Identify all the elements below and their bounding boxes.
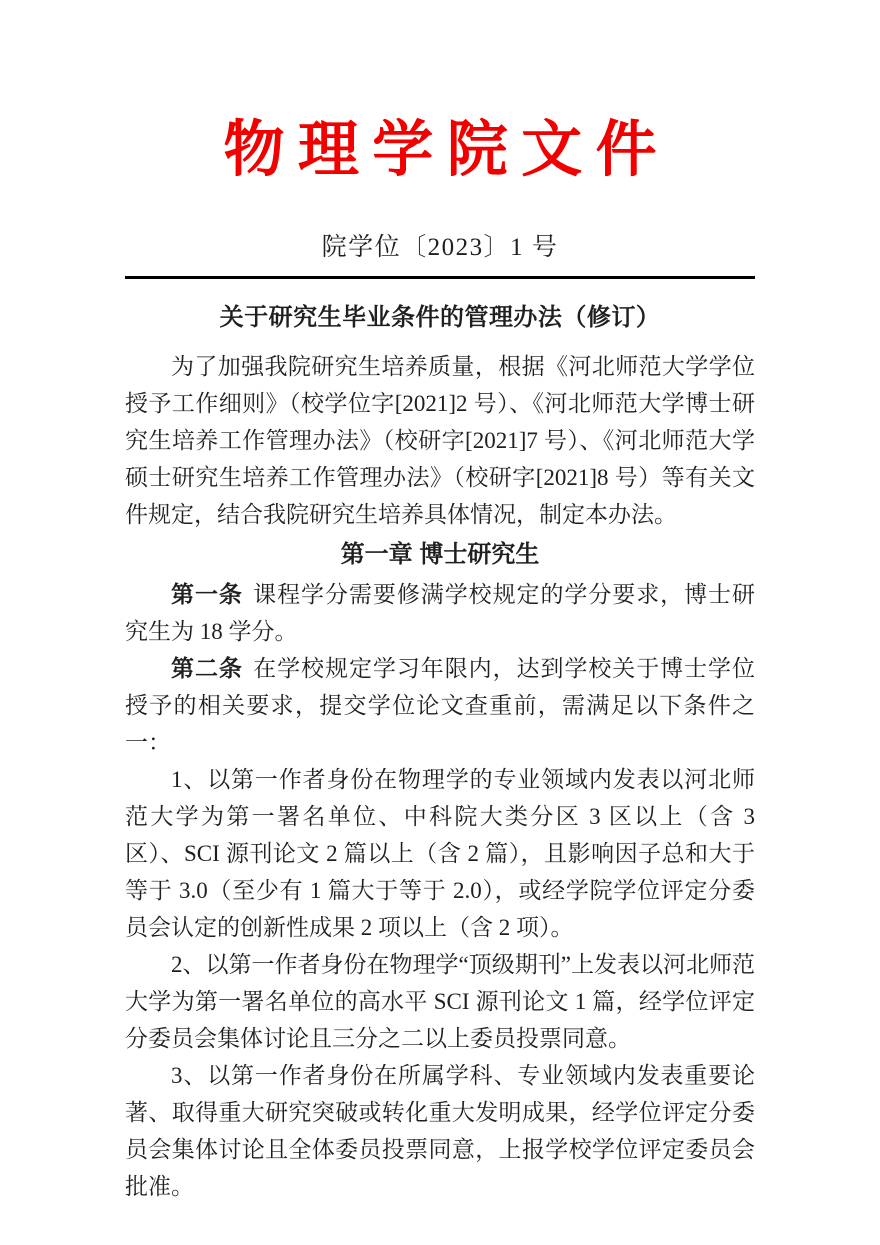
article-1-label: 第一条: [171, 581, 243, 608]
article-1-paragraph: [125, 576, 755, 650]
article-2-label: 第二条: [171, 655, 243, 682]
document-body: [125, 348, 755, 1205]
intro-paragraph: 为了加强我院研究生培养质量，根据《河北师范大学学位授予工作细则》（校学位字[2021]2 号）、《河北师范大学博士研究生培养工作管理办法》（校研字[2021]7 号）、《河北师范大学硕士研究生培养工作管理办法》（校研字[2021]8 号）等有关文件规定，结合我院研究生培养具体情况，制定本办法。: [125, 354, 755, 528]
article-2-text: 在学校规定学习年限内，达到学校关于博士学位授予的相关要求，提交学位论文查重前，需满足以下条件之一：: [125, 656, 756, 756]
letterhead-divider-rule: [125, 276, 755, 279]
article-1-text: 课程学分需要修满学校规定的学分要求，博士研究生为 18 学分。: [125, 582, 756, 645]
condition-2-paragraph: 2、以第一作者身份在物理学“顶级期刊”上发表以河北师范大学为第一署名单位的高水平 SCI 源刊论文 1 篇，经学位评定分委员会集体讨论且三分之二以上委员投票同意。: [125, 952, 755, 1052]
chapter-1-heading: 第一章 博士研究生: [340, 541, 540, 569]
condition-1-paragraph: 1、以第一作者身份在物理学的专业领域内发表以河北师范大学为第一署名单位、中科院大类分区 3 区以上（含 3 区）、SCI 源刊论文 2 篇以上（含 2 篇），且影响因子总和大于等于 3.0（至少有 1 篇大于等于 2.0），或经学院学位评定分委员会认定的创新性成果 2 项以上（含 2 项）。: [125, 767, 755, 941]
doc-number: 院学位〔2023〕1 号: [321, 234, 559, 262]
letterhead-title: 物理学院文件: [223, 117, 670, 184]
document-title: 关于研究生毕业条件的管理办法（修订）: [219, 305, 661, 332]
article-2-paragraph: [125, 650, 755, 761]
condition-3-paragraph: 3、以第一作者身份在所属学科、专业领域内发表重要论著、取得重大研究突破或转化重大发明成果，经学位评定分委员会集体讨论且全体委员投票同意，上报学校学位评定委员会批准。: [125, 1063, 755, 1200]
